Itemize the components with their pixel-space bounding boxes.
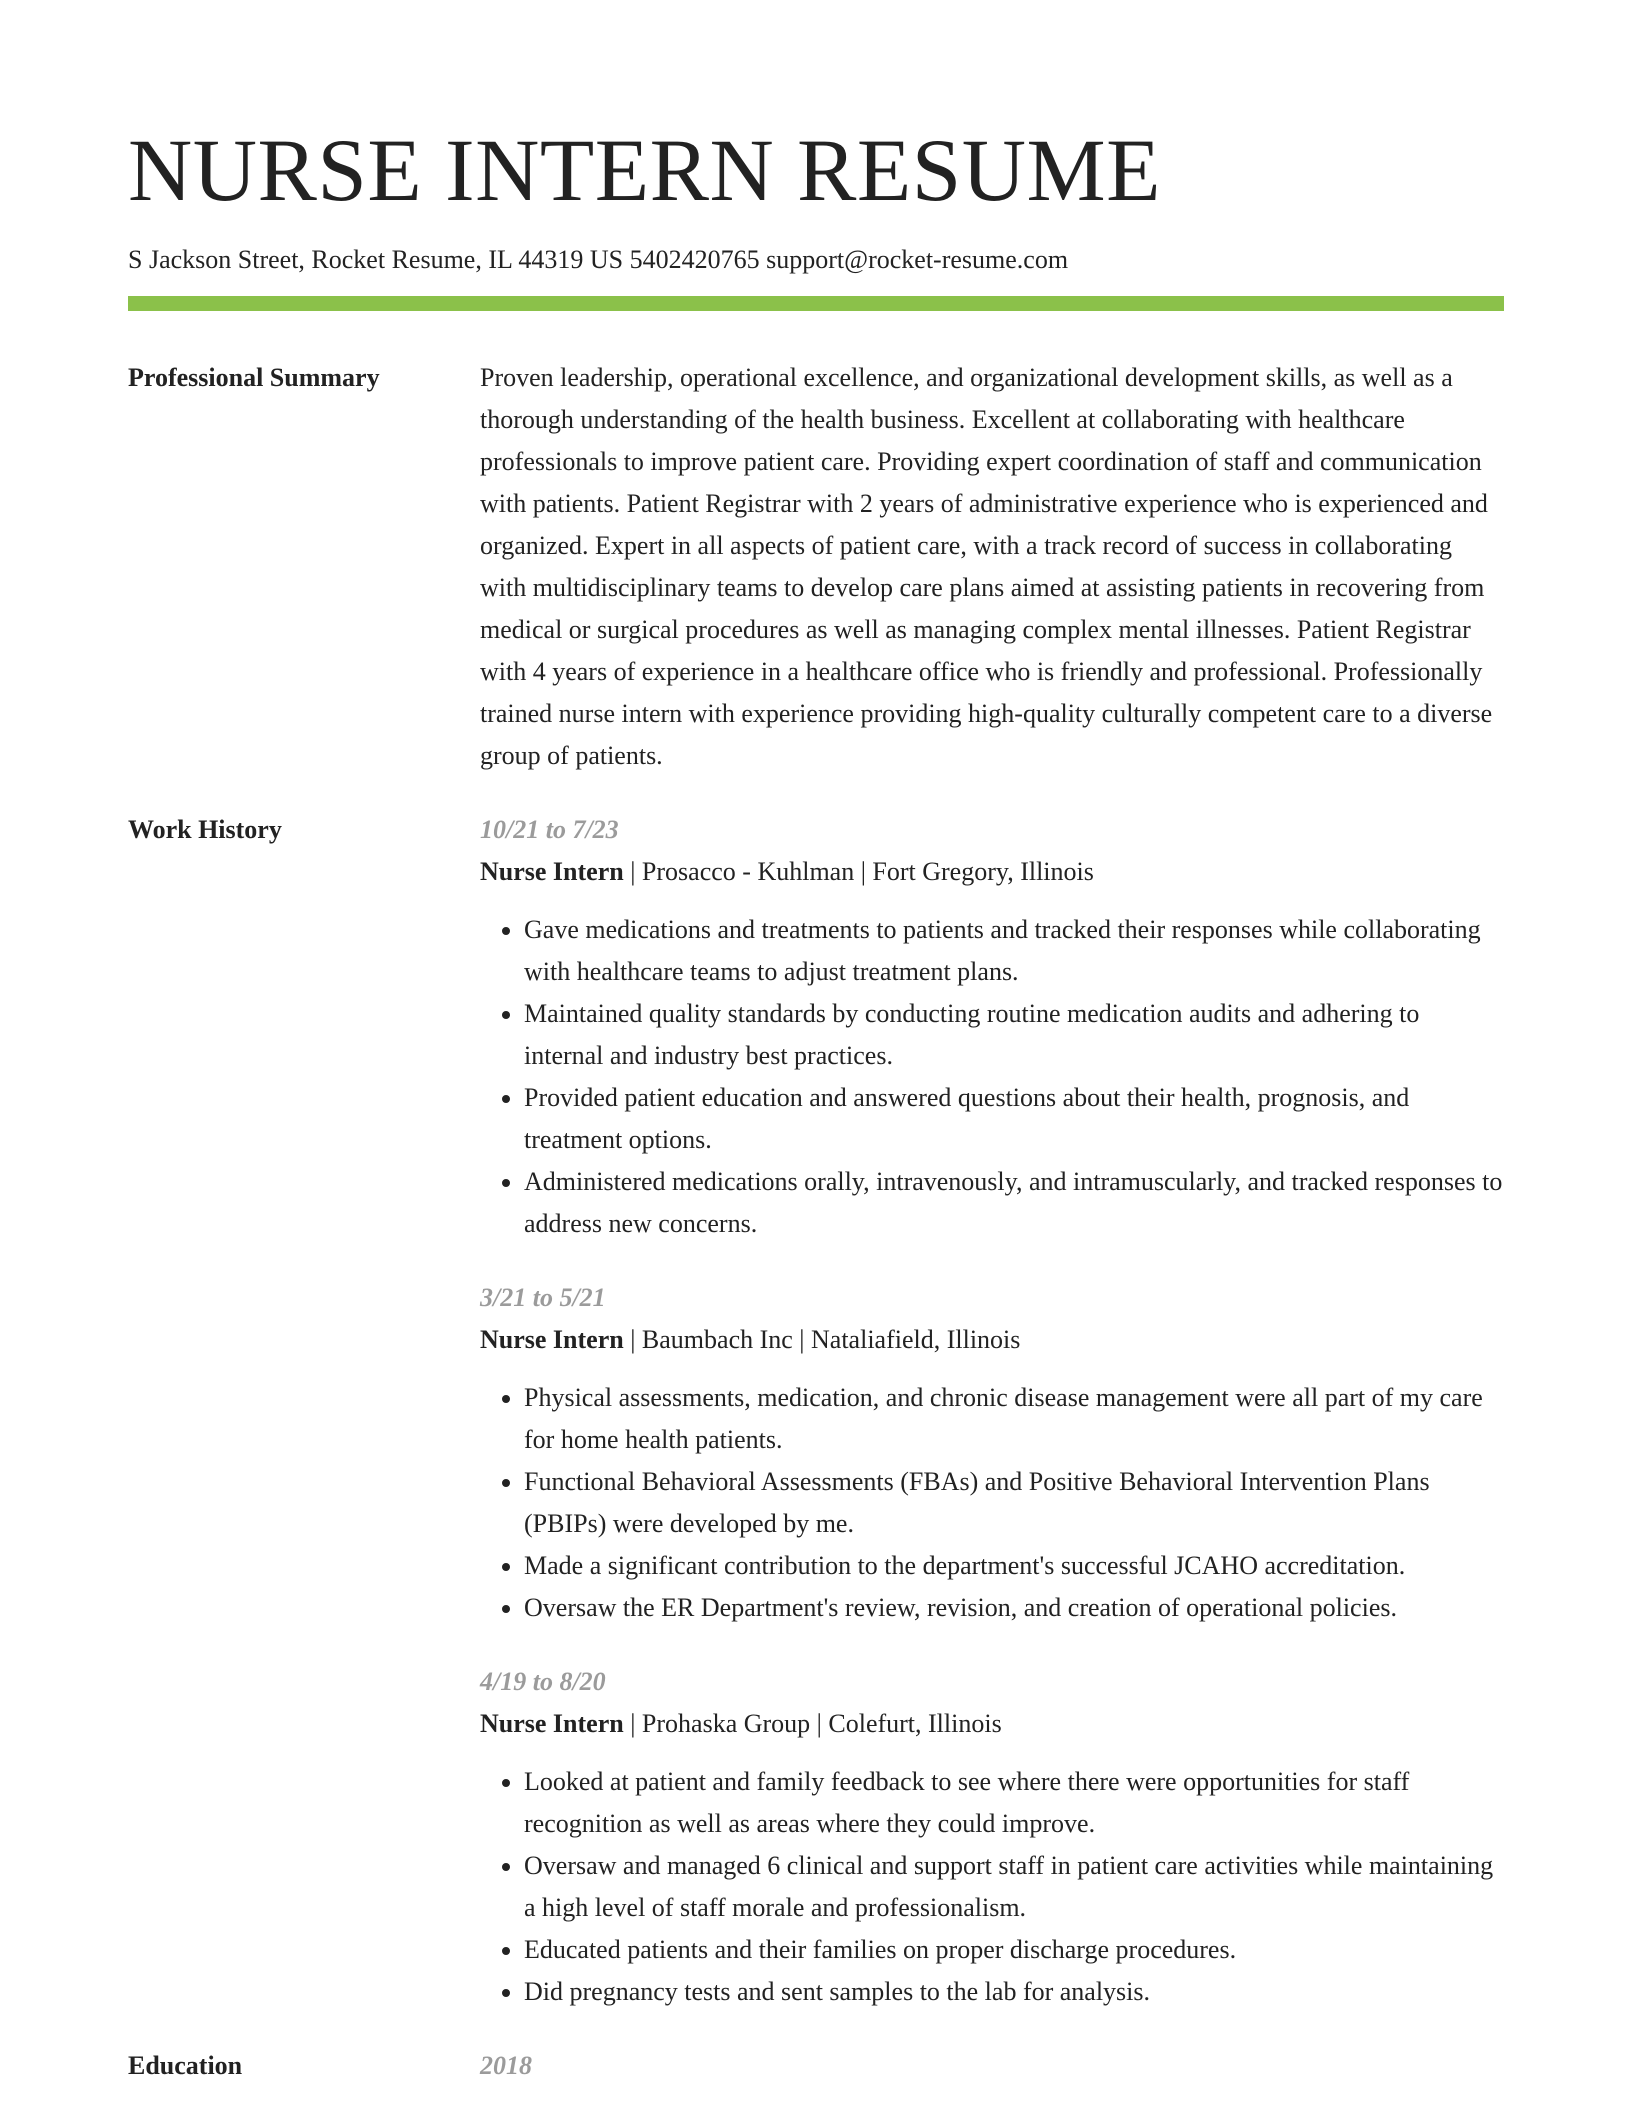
summary-body: [480, 357, 1504, 777]
job-bullets: [480, 1377, 1504, 1629]
job-details: | Prosacco - Kuhlman | Fort Gregory, Illinois: [623, 857, 1094, 886]
work-history-section: [128, 809, 1504, 2013]
work-history-heading: Work History: [128, 815, 282, 844]
education-body: [480, 2045, 1504, 2087]
education-section: [128, 2045, 1504, 2087]
job-date: 10/21 to 7/23: [480, 815, 619, 844]
summary-section: [128, 357, 1504, 777]
job-title: Nurse Intern: [480, 1709, 624, 1738]
job-title-line: [480, 1319, 1504, 1361]
job-entry: [480, 809, 1504, 1245]
list-item: • Oversaw the ER Department's review, revision, and creation of operational policies.: [524, 1587, 1504, 1629]
summary-text: Proven leadership, operational excellence, and organizational development skills, as well as a thorough understanding of the health business. Excellent at collaborating with healthcare professionals to improve patient care. Providing expert coordination of staff and communication with patients. Patient Registrar with 2 years of administrative experience who is experienced and organized. Expert in all aspects of patient care, with a track record of success in collaborating with multidisciplinary teams to develop care plans aimed at assisting patients in recovering from medical or surgical procedures as well as managing complex mental illnesses. Patient Registrar with 4 years of experience in a healthcare office who is friendly and professional. Professionally trained nurse intern with experience providing high-quality culturally competent care to a diverse group of patients.: [480, 363, 1493, 770]
job-title: Nurse Intern: [480, 857, 624, 886]
summary-heading: Professional Summary: [128, 363, 380, 392]
education-date: 2018: [480, 2051, 532, 2080]
job-date: 3/21 to 5/21: [480, 1283, 606, 1312]
job-bullets: [480, 909, 1504, 1245]
work-history-body: [480, 809, 1504, 2013]
list-item: • Gave medications and treatments to patients and tracked their responses while collaborating with healthcare teams to adjust treatment plans.: [524, 909, 1504, 993]
list-item: • Maintained quality standards by conducting routine medication audits and adhering to internal and industry best practices.: [524, 993, 1504, 1077]
job-bullets: [480, 1761, 1504, 2013]
job-title-line: [480, 1703, 1504, 1745]
list-item: • Provided patient education and answered questions about their health, prognosis, and treatment options.: [524, 1077, 1504, 1161]
job-title: Nurse Intern: [480, 1325, 624, 1354]
list-item: • Physical assessments, medication, and chronic disease management were all part of my care for home health patients.: [524, 1377, 1504, 1461]
list-item: • Administered medications orally, intravenously, and intramuscularly, and tracked responses to address new concerns.: [524, 1161, 1504, 1245]
job-entry: [480, 1277, 1504, 1629]
job-date: 4/19 to 8/20: [480, 1667, 606, 1696]
job-details: | Prohaska Group | Colefurt, Illinois: [623, 1709, 1002, 1738]
list-item: • Functional Behavioral Assessments (FBAs) and Positive Behavioral Intervention Plans (PBIPs) were developed by me.: [524, 1461, 1504, 1545]
education-heading: Education: [128, 2051, 243, 2080]
job-title-line: [480, 851, 1504, 893]
job-details: | Baumbach Inc | Nataliafield, Illinois: [623, 1325, 1021, 1354]
list-item: • Oversaw and managed 6 clinical and support staff in patient care activities while maintaining a high level of staff morale and professionalism.: [524, 1845, 1504, 1929]
list-item: • Educated patients and their families on proper discharge procedures.: [524, 1929, 1504, 1971]
job-entry: [480, 1661, 1504, 2013]
resume-title: NURSE INTERN RESUME: [128, 122, 1162, 220]
list-item: • Looked at patient and family feedback to see where there were opportunities for staff recognition as well as areas where they could improve.: [524, 1761, 1504, 1845]
list-item: • Made a significant contribution to the department's successful JCAHO accreditation.: [524, 1545, 1504, 1587]
resume-page: [128, 0, 1504, 2087]
accent-divider: [128, 296, 1504, 311]
list-item: • Did pregnancy tests and sent samples to the lab for analysis.: [524, 1971, 1504, 2013]
contact-line: S Jackson Street, Rocket Resume, IL 44319 US 5402420765 support@rocket-resume.com: [128, 245, 1069, 274]
